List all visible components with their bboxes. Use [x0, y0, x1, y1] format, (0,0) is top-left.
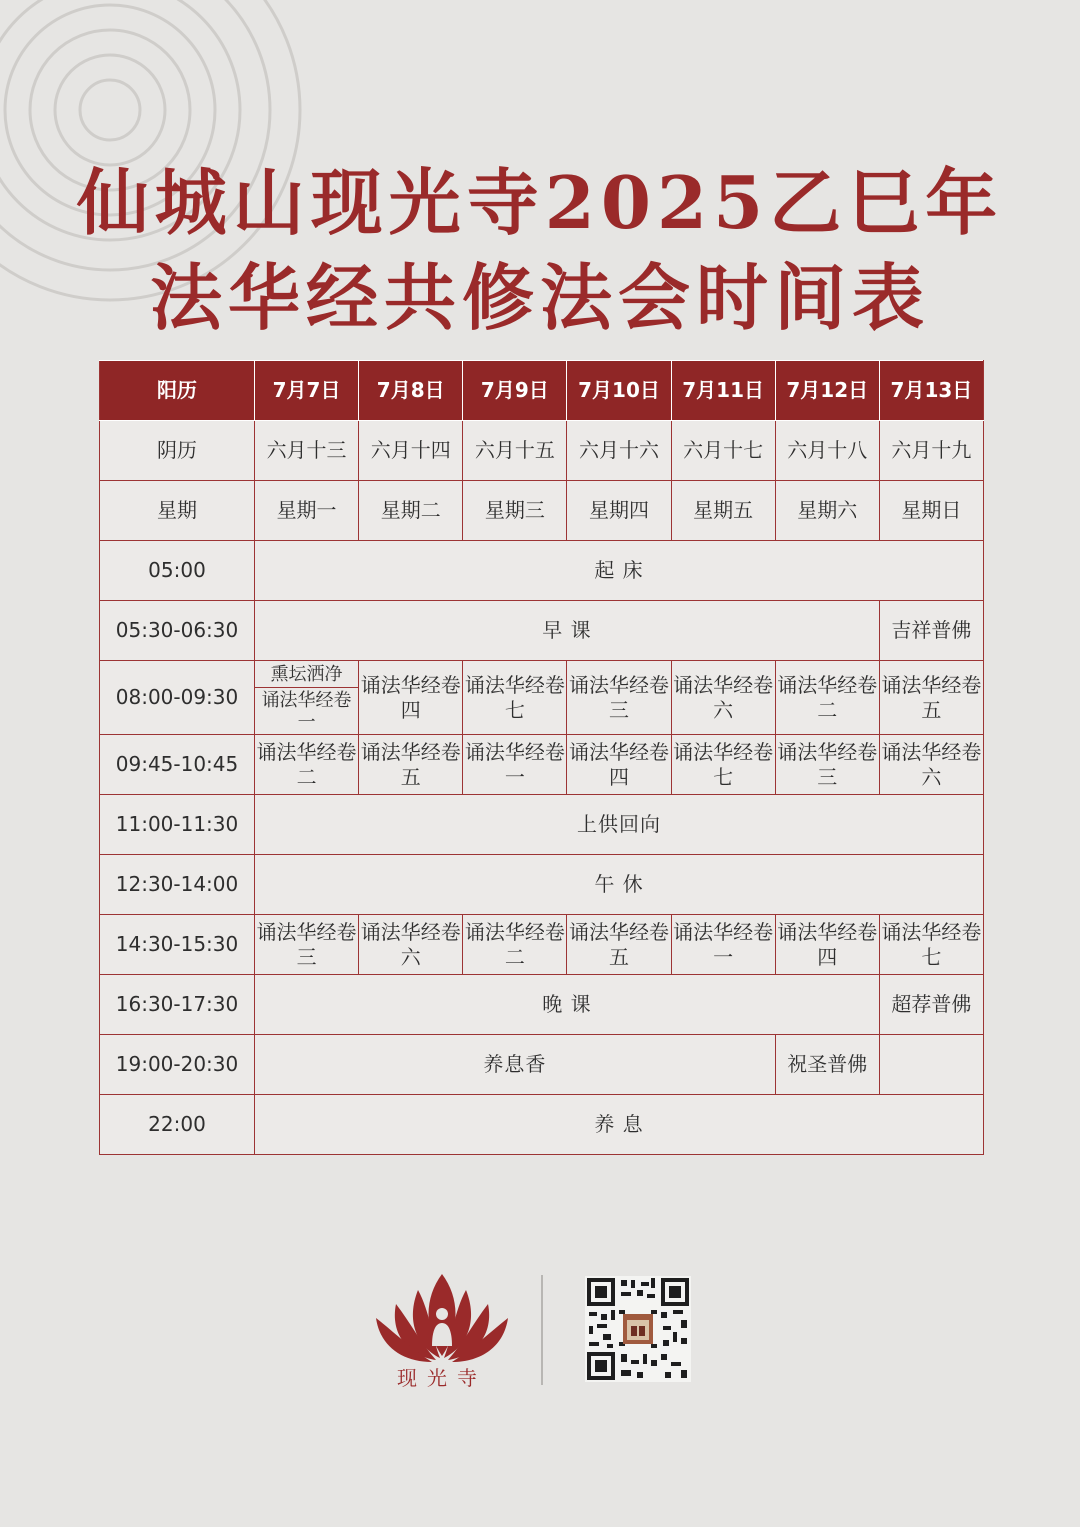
row-0945	[100, 735, 984, 795]
activity-cell: 诵法华经卷五	[359, 735, 463, 795]
row-2200	[100, 1095, 984, 1155]
time-cell: 05:30-06:30	[100, 601, 255, 661]
time-cell: 16:30-17:30	[100, 975, 255, 1035]
date-cell: 7月13日	[879, 361, 983, 421]
row-0800	[100, 661, 984, 735]
time-cell: 11:00-11:30	[100, 795, 255, 855]
activity-cell: 诵法华经卷四	[359, 661, 463, 735]
activity-cell: 养息香	[255, 1035, 776, 1095]
weekday-cell: 星期五	[671, 481, 775, 541]
activity-cell: 上供回向	[255, 795, 984, 855]
weekday-cell: 星期日	[879, 481, 983, 541]
lunar-cell: 六月十九	[879, 421, 983, 481]
activity-cell: 早 课	[255, 601, 880, 661]
activity-top: 熏坛洒净	[255, 661, 358, 688]
row-label: 阴历	[100, 421, 255, 481]
row-0530	[100, 601, 984, 661]
lunar-cell: 六月十六	[567, 421, 671, 481]
date-cell: 7月8日	[359, 361, 463, 421]
activity-cell: 午 休	[255, 855, 984, 915]
page-title-line-2: 法华经共修法会时间表	[149, 255, 930, 340]
activity-bottom: 诵法华经卷一	[261, 690, 352, 733]
weekday-cell: 星期六	[775, 481, 879, 541]
activity-cell: 诵法华经卷七	[463, 661, 567, 735]
row-1900	[100, 1035, 984, 1095]
time-cell: 08:00-09:30	[100, 661, 255, 735]
activity-cell: 超荐普佛	[879, 975, 983, 1035]
activity-cell: 养 息	[255, 1095, 984, 1155]
lunar-cell: 六月十七	[671, 421, 775, 481]
activity-cell: 诵法华经卷五	[567, 915, 671, 975]
activity-cell	[879, 1035, 983, 1095]
date-cell: 7月10日	[567, 361, 671, 421]
activity-cell: 诵法华经卷六	[359, 915, 463, 975]
qr-code-icon[interactable]	[585, 1276, 691, 1382]
lunar-row	[100, 421, 984, 481]
page-title-line-1: 仙城山现光寺2025乙巳年	[76, 160, 1004, 245]
activity-cell: 诵法华经卷四	[775, 915, 879, 975]
activity-cell: 诵法华经卷三	[775, 735, 879, 795]
time-cell: 09:45-10:45	[100, 735, 255, 795]
header-row	[100, 361, 984, 421]
activity-cell: 诵法华经卷二	[775, 661, 879, 735]
row-label: 星期	[100, 481, 255, 541]
lunar-cell: 六月十三	[255, 421, 359, 481]
activity-cell: 诵法华经卷二	[255, 735, 359, 795]
time-cell: 14:30-15:30	[100, 915, 255, 975]
activity-cell: 起 床	[255, 541, 984, 601]
weekday-row	[100, 481, 984, 541]
lunar-cell: 六月十五	[463, 421, 567, 481]
header-label: 阳历	[100, 361, 255, 421]
activity-cell: 诵法华经卷三	[567, 661, 671, 735]
activity-cell: 诵法华经卷五	[879, 661, 983, 735]
date-cell: 7月7日	[255, 361, 359, 421]
date-cell: 7月9日	[463, 361, 567, 421]
activity-cell: 晚 课	[255, 975, 880, 1035]
row-0500	[100, 541, 984, 601]
row-1100	[100, 795, 984, 855]
activity-cell: 诵法华经卷一	[463, 735, 567, 795]
row-1430	[100, 915, 984, 975]
lunar-cell: 六月十八	[775, 421, 879, 481]
activity-cell: 诵法华经卷七	[671, 735, 775, 795]
row-1230	[100, 855, 984, 915]
activity-cell: 吉祥普佛	[879, 601, 983, 661]
activity-cell: 诵法华经卷四	[567, 735, 671, 795]
activity-cell: 诵法华经卷三	[255, 915, 359, 975]
activity-cell: 诵法华经卷六	[879, 735, 983, 795]
activity-cell: 祝圣普佛	[775, 1035, 879, 1095]
activity-cell: 诵法华经卷二	[463, 915, 567, 975]
lunar-cell: 六月十四	[359, 421, 463, 481]
activity-cell: 诵法华经卷六	[671, 661, 775, 735]
date-cell: 7月12日	[775, 361, 879, 421]
footer-divider	[541, 1275, 543, 1385]
time-cell: 22:00	[100, 1095, 255, 1155]
activity-cell-split	[255, 661, 359, 735]
temple-name: 现光寺	[397, 1366, 487, 1390]
row-1630	[100, 975, 984, 1035]
weekday-cell: 星期四	[567, 481, 671, 541]
time-cell: 05:00	[100, 541, 255, 601]
weekday-cell: 星期一	[255, 481, 359, 541]
activity-cell: 诵法华经卷七	[879, 915, 983, 975]
weekday-cell: 星期二	[359, 481, 463, 541]
lotus-icon	[372, 1268, 512, 1363]
time-cell: 12:30-14:00	[100, 855, 255, 915]
date-cell: 7月11日	[671, 361, 775, 421]
schedule-table	[99, 360, 984, 1155]
time-cell: 19:00-20:30	[100, 1035, 255, 1095]
activity-cell: 诵法华经卷一	[671, 915, 775, 975]
weekday-cell: 星期三	[463, 481, 567, 541]
